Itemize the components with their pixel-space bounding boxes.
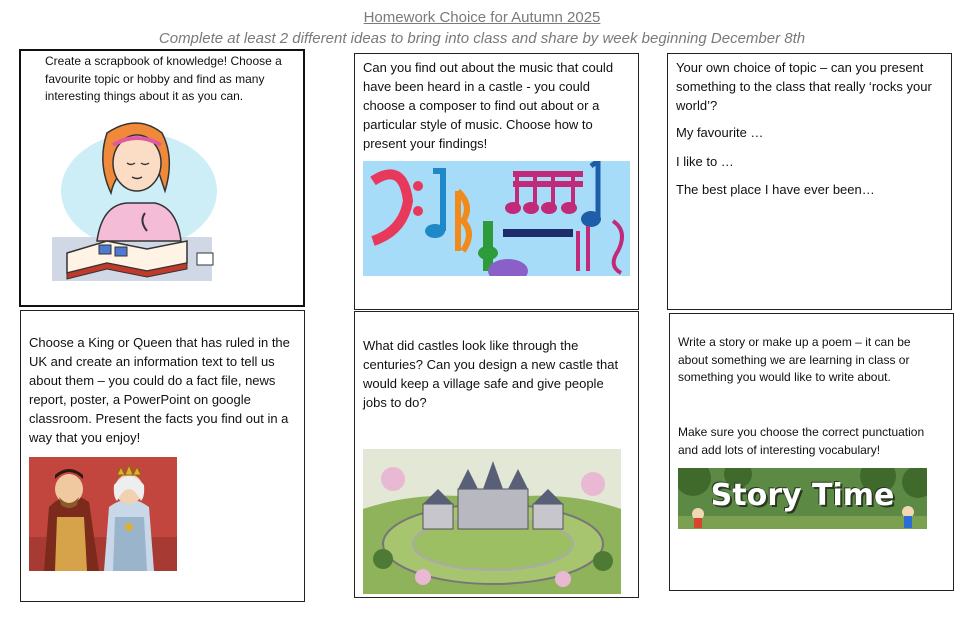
scrapbook-box bbox=[19, 49, 305, 307]
monarch-box bbox=[20, 310, 305, 602]
story-text-2: Make sure you choose the correct punctuation and add lots of interesting vocabulary! bbox=[678, 425, 925, 457]
page-title: Homework Choice for Autumn 2025 bbox=[363, 9, 601, 26]
scrapbook-text: Create a scrapbook of knowledge! Choose a favourite topic or hobby and find as many interesting things about it as you can. bbox=[45, 54, 282, 103]
castle-box bbox=[354, 311, 639, 598]
monarch-text: Choose a King or Queen that has ruled in the UK and create an information text to tell us about them – you could do a fact file, news report, poster, a PowerPoint on google classroom. Present the facts you find out in a way that you enjoy! bbox=[29, 335, 290, 445]
topic-box bbox=[667, 53, 952, 310]
topic-line-1: My favourite … bbox=[676, 125, 764, 140]
story-box bbox=[669, 313, 954, 591]
music-text: Can you find out about the music that could have been heard in a castle - you could choose a composer to find out about or a particular style of music. Choose how to present your findings! bbox=[363, 60, 614, 151]
music-box bbox=[354, 53, 639, 310]
story-time-banner-text: Story Time bbox=[710, 478, 895, 513]
story-time-banner bbox=[678, 468, 927, 529]
story-text: Write a story or make up a poem – it can be about something we are learning in class or something you would like to write about. bbox=[678, 335, 911, 384]
topic-line-2: I like to … bbox=[676, 154, 734, 169]
page-subtitle: Complete at least 2 different ideas to bring into class and share by week beginning December 8th bbox=[158, 30, 806, 47]
castle-illustration bbox=[363, 449, 621, 594]
girl-scrapbook-clipart bbox=[47, 113, 217, 283]
music-notes-image bbox=[363, 161, 630, 276]
topic-text: Your own choice of topic – can you present something to the class that really ‘rocks your world’? bbox=[676, 60, 932, 113]
king-queen-illustration bbox=[29, 457, 177, 571]
castle-text: What did castles look like through the centuries? Can you design a new castle that would keep a village safe and give people jobs to do? bbox=[363, 338, 619, 410]
topic-line-3: The best place I have ever been… bbox=[676, 182, 875, 197]
